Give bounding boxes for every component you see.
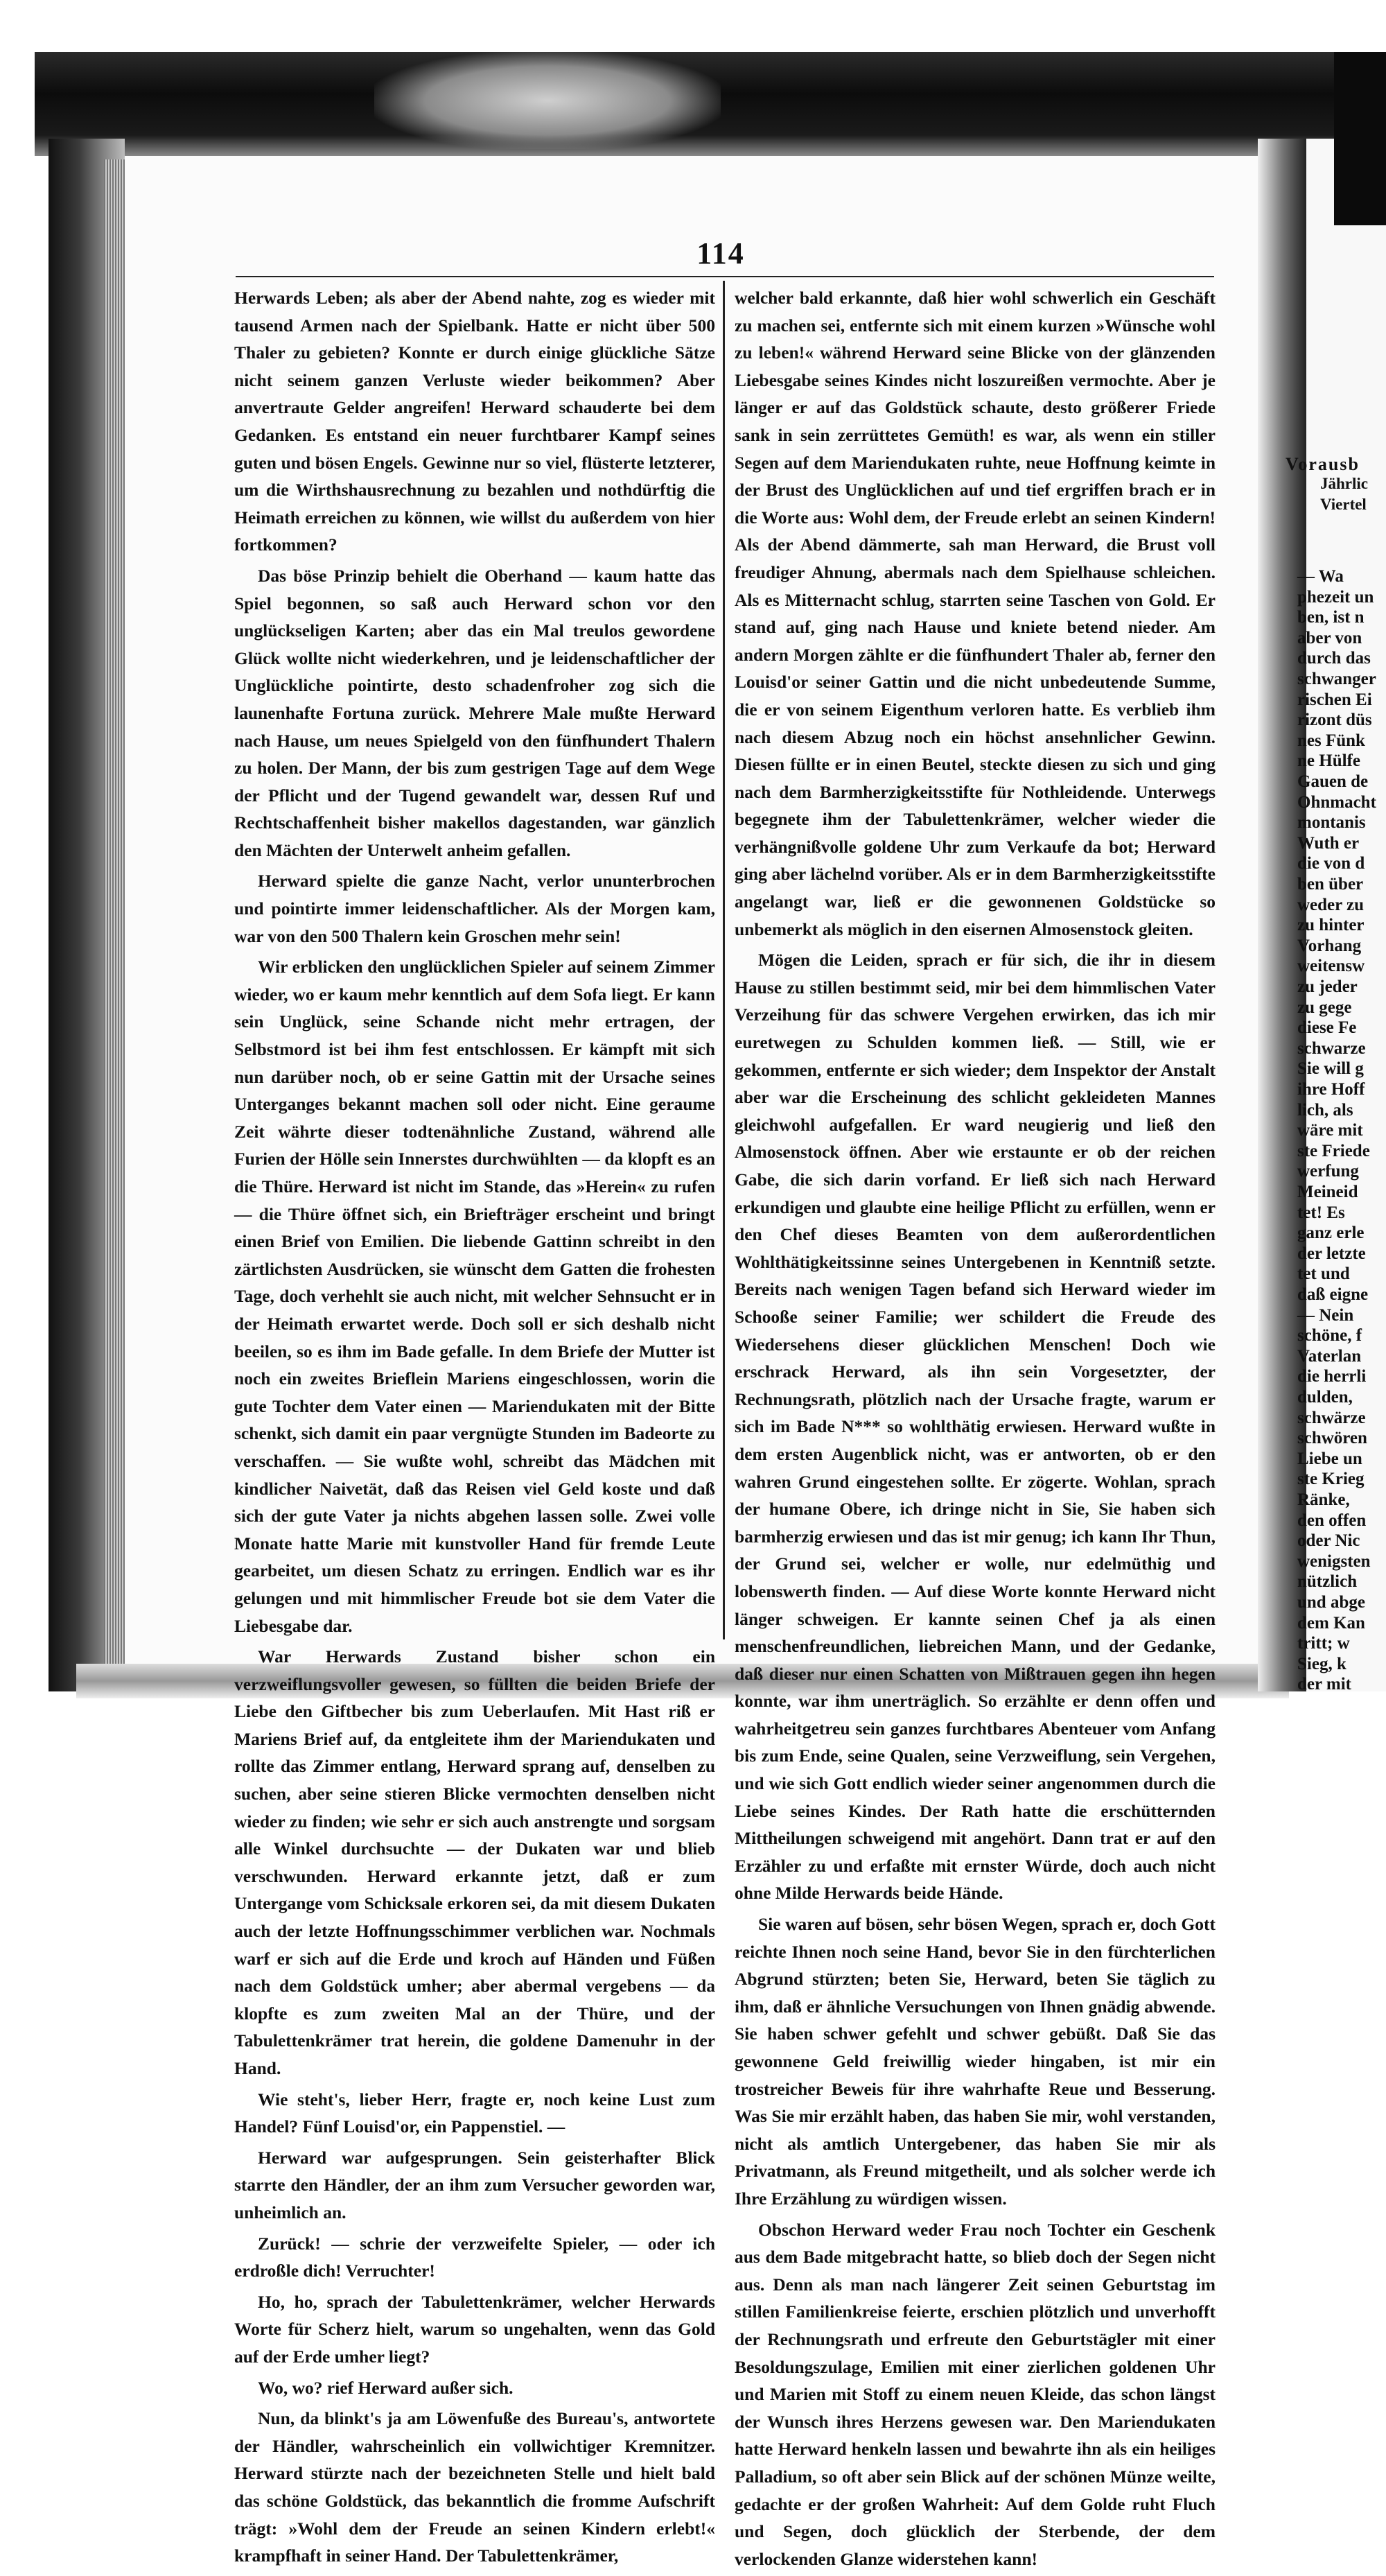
next-page-line: zu jeder (1297, 977, 1358, 996)
next-page-line: Gauen de (1297, 772, 1369, 791)
next-page-line: schwören (1297, 1429, 1367, 1448)
scan-glare (374, 52, 721, 149)
next-page-line: ste Friede (1297, 1141, 1370, 1160)
next-page-line: ben über (1297, 875, 1364, 894)
header-rule (236, 276, 1214, 277)
next-page-line: — Wa (1297, 567, 1344, 586)
next-page-line: diese Fe (1297, 1018, 1357, 1038)
next-page-line: ste Krieg (1297, 1470, 1365, 1489)
next-page-header-line: Viertel (1320, 496, 1367, 513)
next-page-line: schwärze (1297, 1408, 1366, 1427)
next-page-line: Vorhang (1297, 936, 1362, 955)
next-page-line: ganz erle (1297, 1224, 1365, 1243)
paragraph: Zurück! — schrie der verzweifelte Spieler, — oder ich erdroßle dich! Verruchter! (234, 2233, 715, 2281)
paragraph: Nun, da blinkt's ja am Löwenfuße des Bureau's, antwortete der Händler, wahrscheinlich ein vollwichtiger Kremnitzer. Herward stürzte nach der bezeichneten Stelle und hielt bald das schöne Goldstück, das bekanntlich die fromme Aufschrift trägt: »Wohl dem der Freude an seinen Kindern erlebt!« krampfhaft in seiner Hand. Der Tabulettenkrämer, (234, 2408, 715, 2566)
next-page-line: rizont düs (1297, 711, 1372, 730)
paragraph: Wo, wo? rief Herward außer sich. (258, 2377, 514, 2398)
next-page-line: dem Kan (1297, 1613, 1365, 1633)
next-page-line: Wuth er (1297, 833, 1360, 853)
next-page-line: ben, ist n (1297, 608, 1365, 627)
next-page-line: nes Fünk (1297, 731, 1365, 750)
next-page-header-line: Jährlic (1320, 475, 1368, 492)
next-page-line: den offen (1297, 1511, 1367, 1530)
next-page-line: der letzte (1297, 1244, 1366, 1263)
next-page-line: oder Nic (1297, 1531, 1360, 1551)
next-page-line: Vaterlan (1297, 1346, 1362, 1366)
next-page-line: weder zu (1297, 895, 1365, 914)
next-page-line: Meineid (1297, 1183, 1358, 1201)
paragraph: Herwards Leben; als aber der Abend nahte, zog es wieder mit tausend Armen nach der Spielbank. Hatte er nicht über 500 Thaler zu gebieten? Konnte er durch einige glückliche Sätze nicht seinem ganzen Verluste wieder beikommen? Aber anvertraute Gelder angreifen! Herward schauderte bei dem Gedanken. Es entstand ein neuer furchtbarer Kampf seines guten und bösen Engels. Gewinne nur so viel, flüsterte letzterer, um die Wirthshausrechnung zu bezahlen und nothdürftig die Heimath erreichen zu können, wie willst du außerdem von hier fortkommen? (234, 288, 715, 555)
next-page-line: der mit (1297, 1675, 1351, 1694)
next-page-line: Ohnmacht (1297, 792, 1376, 812)
next-page-line: und abge (1297, 1593, 1365, 1612)
next-page-line: — Nein (1297, 1305, 1354, 1325)
paragraph: Obschon Herward weder Frau noch Tochter ein Geschenk aus dem Bade mitgebracht hatte, so blieb doch der Segen nicht aus. Denn als man nach längerer Zeit seinen Geburtstag im stillen Familienkreise feierte, erschien plötzlich und unverhofft der Rechnungsrath und erfreute den Geburtstägler mit einer Besoldungszulage, Emilien mit einer zierlichen goldenen Uhr und Marien mit Stoff zu einem neuen Kleide, das schon längst der Wunsch ihres Herzens gewesen war. Den Mariendukaten hatte Herward henkeln lassen und bewahrte ihn als ein heiliges Palladium, so oft aber sein Blick auf der schönen Münze weilte, gedachte er der großen Wahrheit: Auf dem Golde ruht Fluch und Segen, doch glücklich der Sterbende, der dem verlockenden Glanze widerstehen kann! (735, 2219, 1216, 2569)
paragraph: Wie steht's, lieber Herr, fragte er, noch keine Lust zum Handel? Fünf Louisd'or, ein Pappenstiel. — (234, 2089, 715, 2137)
next-page-line: Ränke, (1297, 1490, 1350, 1509)
next-page-line: Sie will g (1297, 1059, 1364, 1079)
paragraph: Sie waren auf bösen, sehr bösen Wegen, sprach er, doch Gott reichte Ihnen noch seine Hand, bevor Sie in den fürchterlichen Abgrund stürzten; beten Sie, Herward, beten Sie täglich zu ihm, daß er ähnliche Versuchungen von Ihnen gnädig abwende. Sie haben schwer gefehlt und schwer gebüßt. Daß Sie das gewonnene Geld freiwillig wieder hingaben, ist mir ein trostreicher Beweis für ihre wahrhafte Reue und Besserung. Was Sie mir erzählt haben, das haben Sie mir, wohl verstanden, nicht als amtlich Untergebener, das haben Sie mir als Privatmann, als Freund mitgetheilt, und als solcher werde ich Ihre Erzählung zu würdigen wissen. (735, 1914, 1216, 2209)
next-page-line: ne Hülfe (1297, 751, 1360, 771)
next-page-line: schwanger (1297, 670, 1376, 688)
next-page-line: tet! Es (1297, 1203, 1345, 1222)
page-number: 114 (696, 236, 745, 270)
next-page-line: werfung (1297, 1162, 1359, 1181)
next-page-line: zu hinter (1297, 916, 1365, 935)
next-page-line: daß eigne (1297, 1285, 1369, 1304)
next-page-line: aber von (1297, 628, 1362, 647)
paragraph: Mögen die Leiden, sprach er für sich, die ihr in diesem Hause zu stillen bestimmt seid, mir bei dem himmlischen Vater Verzeihung für das schwere Vergehen erwirken, das ich mir euretwegen zu Schulden kommen ließ. — Still, wie er gekommen, entfernte er sich wieder; dem Inspektor der Anstalt aber war die Erscheinung des schlicht gekleideten Mannes gleichwohl aufgefallen. Er ward neugierig und ließ den Almosenstock öffnen. Aber wie erstaunte er ob der reichen Gabe, die sich darin vorfand. Er ließ sich nach Herward erkundigen und glaubte eine heilige Pflicht zu erfüllen, wenn er den Chef dieses Beamten von dem außerordentlichen Wohlthätigkeitssinne seines Untergebenen in Kenntniß setzte. Bereits nach wenigen Tagen befand sich Herward wieder im Schooße seiner Familie; wer schildert die Freude des Wiedersehens dieser glücklichen Menschen! Doch wie erschrack Herward, als ihn sein Vorgesetzter, der Rechnungsrath, plötzlich nach der Ursache fragte, warum er sich im Bade N*** so wohlthätig erwiesen. Herward wußte in dem ersten Augenblick nicht, was er antworten, ob er den wahren Grund eingestehen sollte. Er zögerte. Wohlan, sprach der humane Obere, ich dringe nicht in Sie, Sie haben sich barmherzig erwiesen und das ist mir genug; ich kann Ihr Thun, der Grund sei, welcher er wolle, nur edelmüthig und lobenswerth finden. — Auf diese Worte konnte Herward nicht länger schweigen. Er kannte seinen Chef ja als einen menschenfreundlichen, liebreichen Mann, und der Gedanke, daß dieser nur einen Schatten von Mißtrauen gegen ihn hegen konnte, war ihm unerträglich. So erzählte er denn offen und wahrheitgetreu sein ganzes furchtbares Abenteuer vom Anfang bis zum Ende, seine Qualen, seine Verzweiflung, sein Vergehen, und wie sich Gott endlich wieder seiner angenommen durch die Liebe seines Kindes. Der Rath hatte die erschütternden Mittheilungen schweigend mit angehört. Dann trat er auf den Erzähler zu und erfaßte mit ernster Würde, doch auch nicht ohne Milde Herwards beide Hände. (735, 950, 1216, 1904)
next-page-line: die von d (1297, 854, 1365, 873)
paragraph: War Herwards Zustand bisher schon ein verzweiflungsvoller gewesen, so füllten die beiden Briefe der Liebe den Giftbecher bis zum Ueberlaufen. Mit Hast riß er Mariens Brief auf, da entgleitete ihm der Mariendukaten und rollte das Zimmer entlang, Herward sprang auf, denselben zu suchen, aber seine stieren Blicke vermochten denselben nicht wieder zu finden; wie sehr er sich auch anstrengte und sorgsam alle Winkel durchsuchte — der Dukaten war und blieb verschwunden. Herward erkannte jetzt, daß er zum Untergange vom Schicksale erkoren sei, da mit diesem Dukaten auch der letzte Hoffnungsschimmer verblichen war. Nochmals warf er sich auf die Erde und kroch auf Händen und Füßen nach dem Goldstück umher; aber abermal vergebens — da klopfte es zum zweiten Mal an der Thüre, und der Tabulettenkrämer trat herein, die goldene Damenuhr in der Hand. (234, 1646, 715, 2078)
next-page-line: die herrli (1297, 1367, 1367, 1386)
next-page-line: nützlich (1297, 1572, 1358, 1592)
next-page-line: ihre Hoff (1297, 1080, 1365, 1099)
left-column (234, 284, 715, 2573)
next-page-line: schöne, f (1297, 1326, 1362, 1346)
paragraph: Wir erblicken den unglücklichen Spieler auf seinem Zimmer wieder, wo er kaum mehr kenntlich auf dem Sofa liegt. Er kann sein Unglück, seine Schande nicht mehr ertragen, der Selbstmord ist bei ihm fest entschlossen. Er kämpft mit sich nun darüber noch, ob er seine Gattin mit der Ursache seines Unterganges bekannt machen soll oder nicht. Eine geraume Zeit währte dieser todtenähnliche Zustand, während alle Furien der Hölle sein Innerstes durchwühlten — da klopft es an die Thüre. Herward ist nicht im Stande, das »Herein« zu rufen — die Thüre öffnet sich, ein Briefträger erscheint und bringt einen Brief von Emilien. Die liebende Gattinn schreibt in den zärtlichsten Ausdrücken, sie wünscht dem Gatten die frohesten Tage, doch verhehlt sie auch nicht, mit welcher Sehnsucht er in der Heimath erwartet werde. Doch soll er sich deshalb nicht beeilen, so es ihm im Bade gefalle. In dem Briefe der Mutter ist noch ein zweites Brieflein Mariens eingeschlossen, worin die gute Tochter dem Vater einen — Mariendukaten mit der Bitte schenkt, sich damit ein paar vergnügte Stunden im Badeorte zu verschaffen. — Sie wußte wohl, schreibt das Mädchen mit kindlicher Naivetät, daß das Reisen viel Geld koste und daß sich der gute Vater ja nichts abgehen lassen solle. Zwei volle Monate hatte Marie mit kunstvoller Hand für fremde Leute gearbeitet, um diesen Schatz zu erringen. Endlich war es ihr gelungen und mit himmlischer Freude bot sie dem Vater die Liebesgabe dar. (234, 957, 715, 1636)
next-page-line: phezeit un (1297, 587, 1374, 607)
next-page-line: montanis (1297, 813, 1366, 833)
right-column (735, 284, 1216, 2576)
next-page-line: lich, als (1297, 1100, 1353, 1120)
next-page-line: tet und (1297, 1264, 1350, 1284)
paragraph: Herward war aufgesprungen. Sein geisterhafter Blick starrte den Händler, der an ihm zum Versucher geworden war, unheimlich an. (234, 2147, 715, 2222)
next-page-line: durch das (1297, 649, 1371, 668)
next-page-line: schwarze (1297, 1038, 1366, 1058)
paragraph: Herward spielte die ganze Nacht, verlor ununterbrochen und pointirte immer leidenschaftlicher. Als der Morgen kam, war von den 500 Thalern kein Groschen mehr sein! (234, 871, 715, 946)
paragraph: Das böse Prinzip behielt die Oberhand — kaum hatte das Spiel begonnen, so saß auch Herward schon vor den unglückseligen Karten; aber das ein Mal treulos gewordene Glück wollte nicht wiederkehren, und je leidenschaftlicher der Unglückliche pointirte, desto schadenfroher zog sich die launenhafte Fortuna zurück. Mehrere Male mußte Herward nach Hause, um neues Spielgeld von den fünfhundert Thalern zu holen. Der Mann, der bis zum gestrigen Tage auf dem Wege der Pflicht und der Tugend gewandelt war, dessen Ruf und Rechtschaffenheit bisher makellos dagestanden, war gänzlich den Mächten der Unterwelt anheim gefallen. (234, 565, 715, 860)
next-page-line: Liebe un (1297, 1449, 1362, 1468)
next-page-line: rischen Ei (1297, 690, 1372, 709)
column-divider (723, 281, 725, 1639)
paragraph: Ho, ho, sprach der Tabulettenkrämer, welcher Herwards Worte für Scherz hielt, warum so ungehalten, wenn das Gold auf der Erde umher liegt? (234, 2291, 715, 2367)
paragraph: welcher bald erkannte, daß hier wohl schwerlich ein Geschäft zu machen sei, entfernte sich mit einem kurzen »Wünsche wohl zu leben!« während Herward seine Blicke von der glänzenden Liebesgabe seines Kindes nicht loszureißen vermochte. Aber je länger er auf das Goldstück schaute, desto größerer Friede sank in sein zerrüttetes Gemüth! es war, als wenn ein stiller Segen auf dem Mariendukaten ruhte, neue Hoffnung keimte in der Brust des Unglücklichen auf und tief ergriffen brach er in die Worte aus: Wohl dem, der Freude erlebt an seinen Kindern! Als der Abend dämmerte, sah man Herward, die Brust voll freudiger Ahnung, abermals nach dem Spielhause schleichen. Als es Mitternacht schlug, starrten seine Taschen von Gold. Er stand auf, ging nach Hause und kniete betend nieder. Am andern Morgen zählte er die fünfhundert Thaler ab, ferner den Louisd'or seiner Gattin und die nicht unbedeutende Summe, die er von seinem Eigenthum verloren hatte. Es verblieb ihm nach diesem Abzug noch ein höchst ansehnlicher Gewinn. Diesen füllte er in einen Beutel, steckte diesen zu sich und ging nach dem Barmherzigkeitsstifte für Nothleidende. Unterwegs begegnete ihm der Tabulettenkrämer, welcher wieder die verhängnißvolle goldene Uhr zum Verkaufe da bot; Herward ging aber lächelnd vorüber. Als er in dem Barmherzigkeitsstifte angelangt war, ließ er die gewonnenen Goldstücke so unbemerkt als möglich in den eisernen Almosenstock gleiten. (735, 288, 1216, 939)
next-page-line: Sieg, k (1297, 1654, 1346, 1673)
scan-dark-corner (1334, 52, 1386, 225)
next-page-header-line: Vorausb (1286, 454, 1360, 474)
next-page-line: wäre mit (1297, 1121, 1363, 1140)
next-page-line: dulden, (1297, 1388, 1353, 1407)
next-page-line: tritt; w (1297, 1634, 1350, 1653)
next-page-line: zu gege (1297, 998, 1352, 1017)
next-page-line: wenigsten (1297, 1551, 1371, 1571)
next-page-line: weitensw (1297, 957, 1365, 976)
